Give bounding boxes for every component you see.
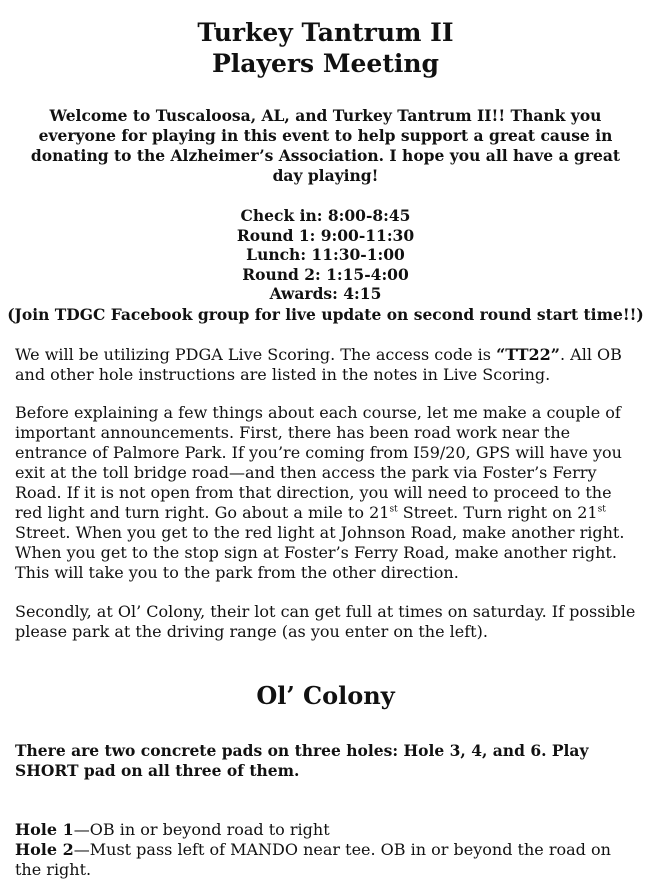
- announcement-text: Street. Turn right on 21: [397, 503, 598, 522]
- hole-label: Hole 1: [15, 820, 74, 839]
- schedule-item: Awards: 4:15: [269, 284, 382, 304]
- scoring-paragraph: [15, 345, 640, 385]
- hole-label: Hole 2: [15, 840, 74, 859]
- parking-paragraph: Secondly, at Ol’ Colony, their lot can get full at times on saturday. If possible please park at the driving range (as you enter on the left).: [15, 602, 636, 641]
- hole-text: —Must pass left of MANDO near tee. OB in or beyond the road on the right.: [15, 840, 611, 879]
- welcome-message: Welcome to Tuscaloosa, AL, and Turkey Tantrum II!! Thank you everyone for playing in this event to help support a great cause in donating to the Alzheimer’s Association. I hope you all have a great day playing!: [30, 106, 621, 185]
- scoring-text: We will be utilizing PDGA Live Scoring. The access code is: [15, 345, 497, 364]
- course-heading: Ol’ Colony: [256, 681, 395, 710]
- ordinal-suffix: st: [389, 504, 398, 515]
- scoring-text-end: . All OB and other hole instructions are listed in the notes in Live Scoring.: [15, 345, 622, 384]
- ordinal-suffix: st: [597, 504, 606, 515]
- facebook-note: (Join TDGC Facebook group for live update on second round start time!!): [7, 305, 644, 324]
- schedule-item: Round 2: 1:15-4:00: [242, 264, 409, 284]
- announcement-paragraph: [15, 403, 640, 583]
- access-code: “TT22”: [496, 345, 560, 364]
- schedule-item: Round 1: 9:00-11:30: [236, 225, 415, 245]
- announcement-text: Street. When you get to the red light at Johnson Road, make another right. When you get to the stop sign at Foster’s Ferry Road, make another right. This will take you to the park from the other direction.: [15, 523, 625, 582]
- schedule-item: Lunch: 11:30-1:00: [246, 245, 405, 265]
- hole-item: [15, 820, 640, 840]
- document-title: Turkey Tantrum II: [197, 18, 454, 47]
- hole-item: [15, 840, 640, 880]
- schedule-item: Check in: 8:00-8:45: [240, 206, 411, 225]
- pads-note: There are two concrete pads on three holes: Hole 3, 4, and 6. Play SHORT pad on all three of them.: [15, 741, 589, 780]
- schedule: [20, 206, 631, 304]
- hole-text: —OB in or beyond road to right: [73, 820, 330, 839]
- announcement-text: Before explaining a few things about each course, let me make a couple of important announcements. First, there has been road work near the entrance of Palmore Park. If you’re coming from I59/20, GPS will have you exit at the toll bridge road—and then access the park via Foster’s Ferry Road. If it is not open from that direction, you will need to proceed to the red light and turn right. Go about a mile to 21: [15, 403, 622, 522]
- document-subtitle: Players Meeting: [211, 49, 440, 78]
- hole-list: [15, 820, 640, 880]
